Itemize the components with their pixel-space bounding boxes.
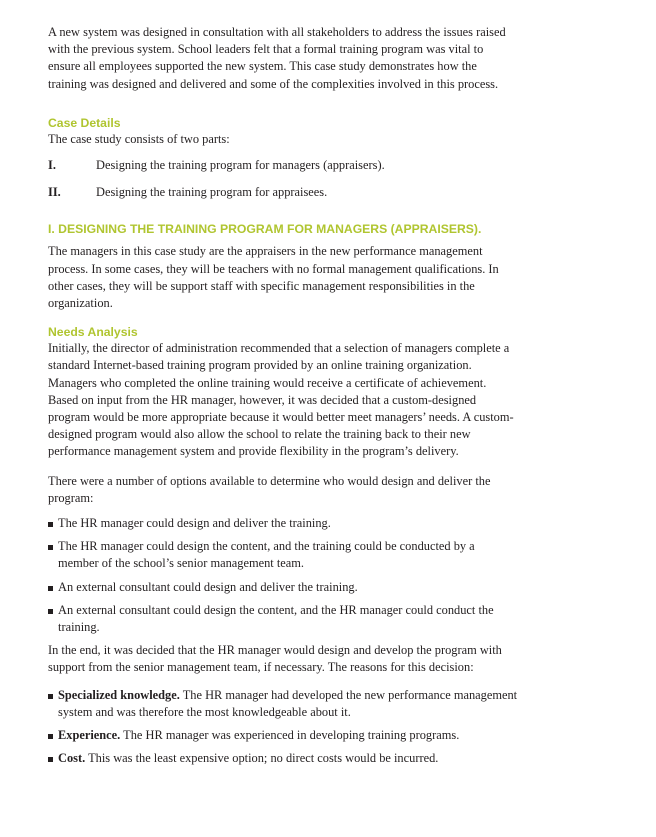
list-item (48, 727, 518, 744)
bullet-square-icon (48, 522, 53, 527)
case-part-text: Designing the training program for managers (appraisers). (96, 158, 385, 173)
reason-label: Experience. (58, 728, 121, 743)
list-item (48, 538, 518, 572)
bullet-square-icon (48, 734, 53, 739)
case-details-lead: The case study consists of two parts: (48, 131, 230, 146)
list-item (48, 750, 518, 767)
options-list (48, 515, 518, 636)
needs-analysis-paragraph-2: There were a number of options available to determine who would design and deliver the program: (48, 473, 491, 505)
case-part-item (48, 184, 518, 201)
option-text: The HR manager could design and deliver the training. (58, 516, 331, 531)
reason-label: Cost. (58, 751, 86, 766)
reason-text: This was the least expensive option; no direct costs would be incurred. (85, 751, 439, 766)
option-text: The HR manager could design the content, and the training could be conducted by a member of the school’s senior management team. (58, 539, 475, 571)
intro-paragraph: A new system was designed in consultation with all stakeholders to address the issues raised with the previous system. School leaders felt that a formal training program was vital to ensure all employees supported the new system. This case study demonstrates how the training was designed and delivered and some of the complexities involved in this process. (48, 25, 506, 91)
case-part-number: II. (48, 185, 61, 200)
document-page (48, 24, 518, 774)
needs-analysis-paragraph-3: In the end, it was decided that the HR manager would design and develop the program with support from the senior management team, if necessary. The reasons for this decision: (48, 643, 502, 675)
reasons-list (48, 687, 518, 768)
reason-label: Specialized knowledge. (58, 687, 180, 702)
reason-text: The HR manager was experienced in developing training programs. (120, 728, 460, 743)
option-text: An external consultant could design the content, and the HR manager could conduct the training. (58, 602, 494, 635)
option-text: An external consultant could design and deliver the training. (58, 579, 358, 594)
list-item (48, 515, 518, 532)
case-parts-list (48, 157, 518, 201)
needs-analysis-heading: Needs Analysis (48, 325, 138, 340)
bullet-square-icon (48, 586, 53, 591)
bullet-square-icon (48, 694, 53, 699)
section1-paragraph: The managers in this case study are the appraisers in the new performance management process. In some cases, they will be teachers with no formal management qualifications. In other cases, they will be support staff with specific management responsibilities in the organization. (48, 244, 499, 311)
list-item (48, 602, 518, 636)
section1-heading: I. DESIGNING THE TRAINING PROGRAM FOR MANAGERS (APPRAISERS). (48, 222, 482, 237)
case-part-number: I. (48, 158, 56, 173)
reason-text: The HR manager had developed the new performance management system and was therefore the most knowledgeable about it. (58, 687, 518, 719)
case-part-item (48, 157, 518, 174)
case-details-heading: Case Details (48, 115, 121, 130)
bullet-square-icon (48, 545, 53, 550)
bullet-square-icon (48, 757, 53, 762)
needs-analysis-paragraph-1: Initially, the director of administration recommended that a selection of managers complete a standard Internet-based training program provided by an online training organization. Managers who completed the online training would receive a certificate of achievement. Based on input from the HR manager, however, it was decided that a custom-designed program would be more appropriate because it would better meet managers’ needs. A custom-designed program would also allow the school to relate the training back to their new performance management system and provide flexibility in the program’s delivery. (48, 341, 514, 459)
list-item (48, 579, 518, 596)
bullet-square-icon (48, 609, 53, 614)
list-item (48, 687, 518, 721)
case-part-text: Designing the training program for appraisees. (96, 185, 328, 200)
